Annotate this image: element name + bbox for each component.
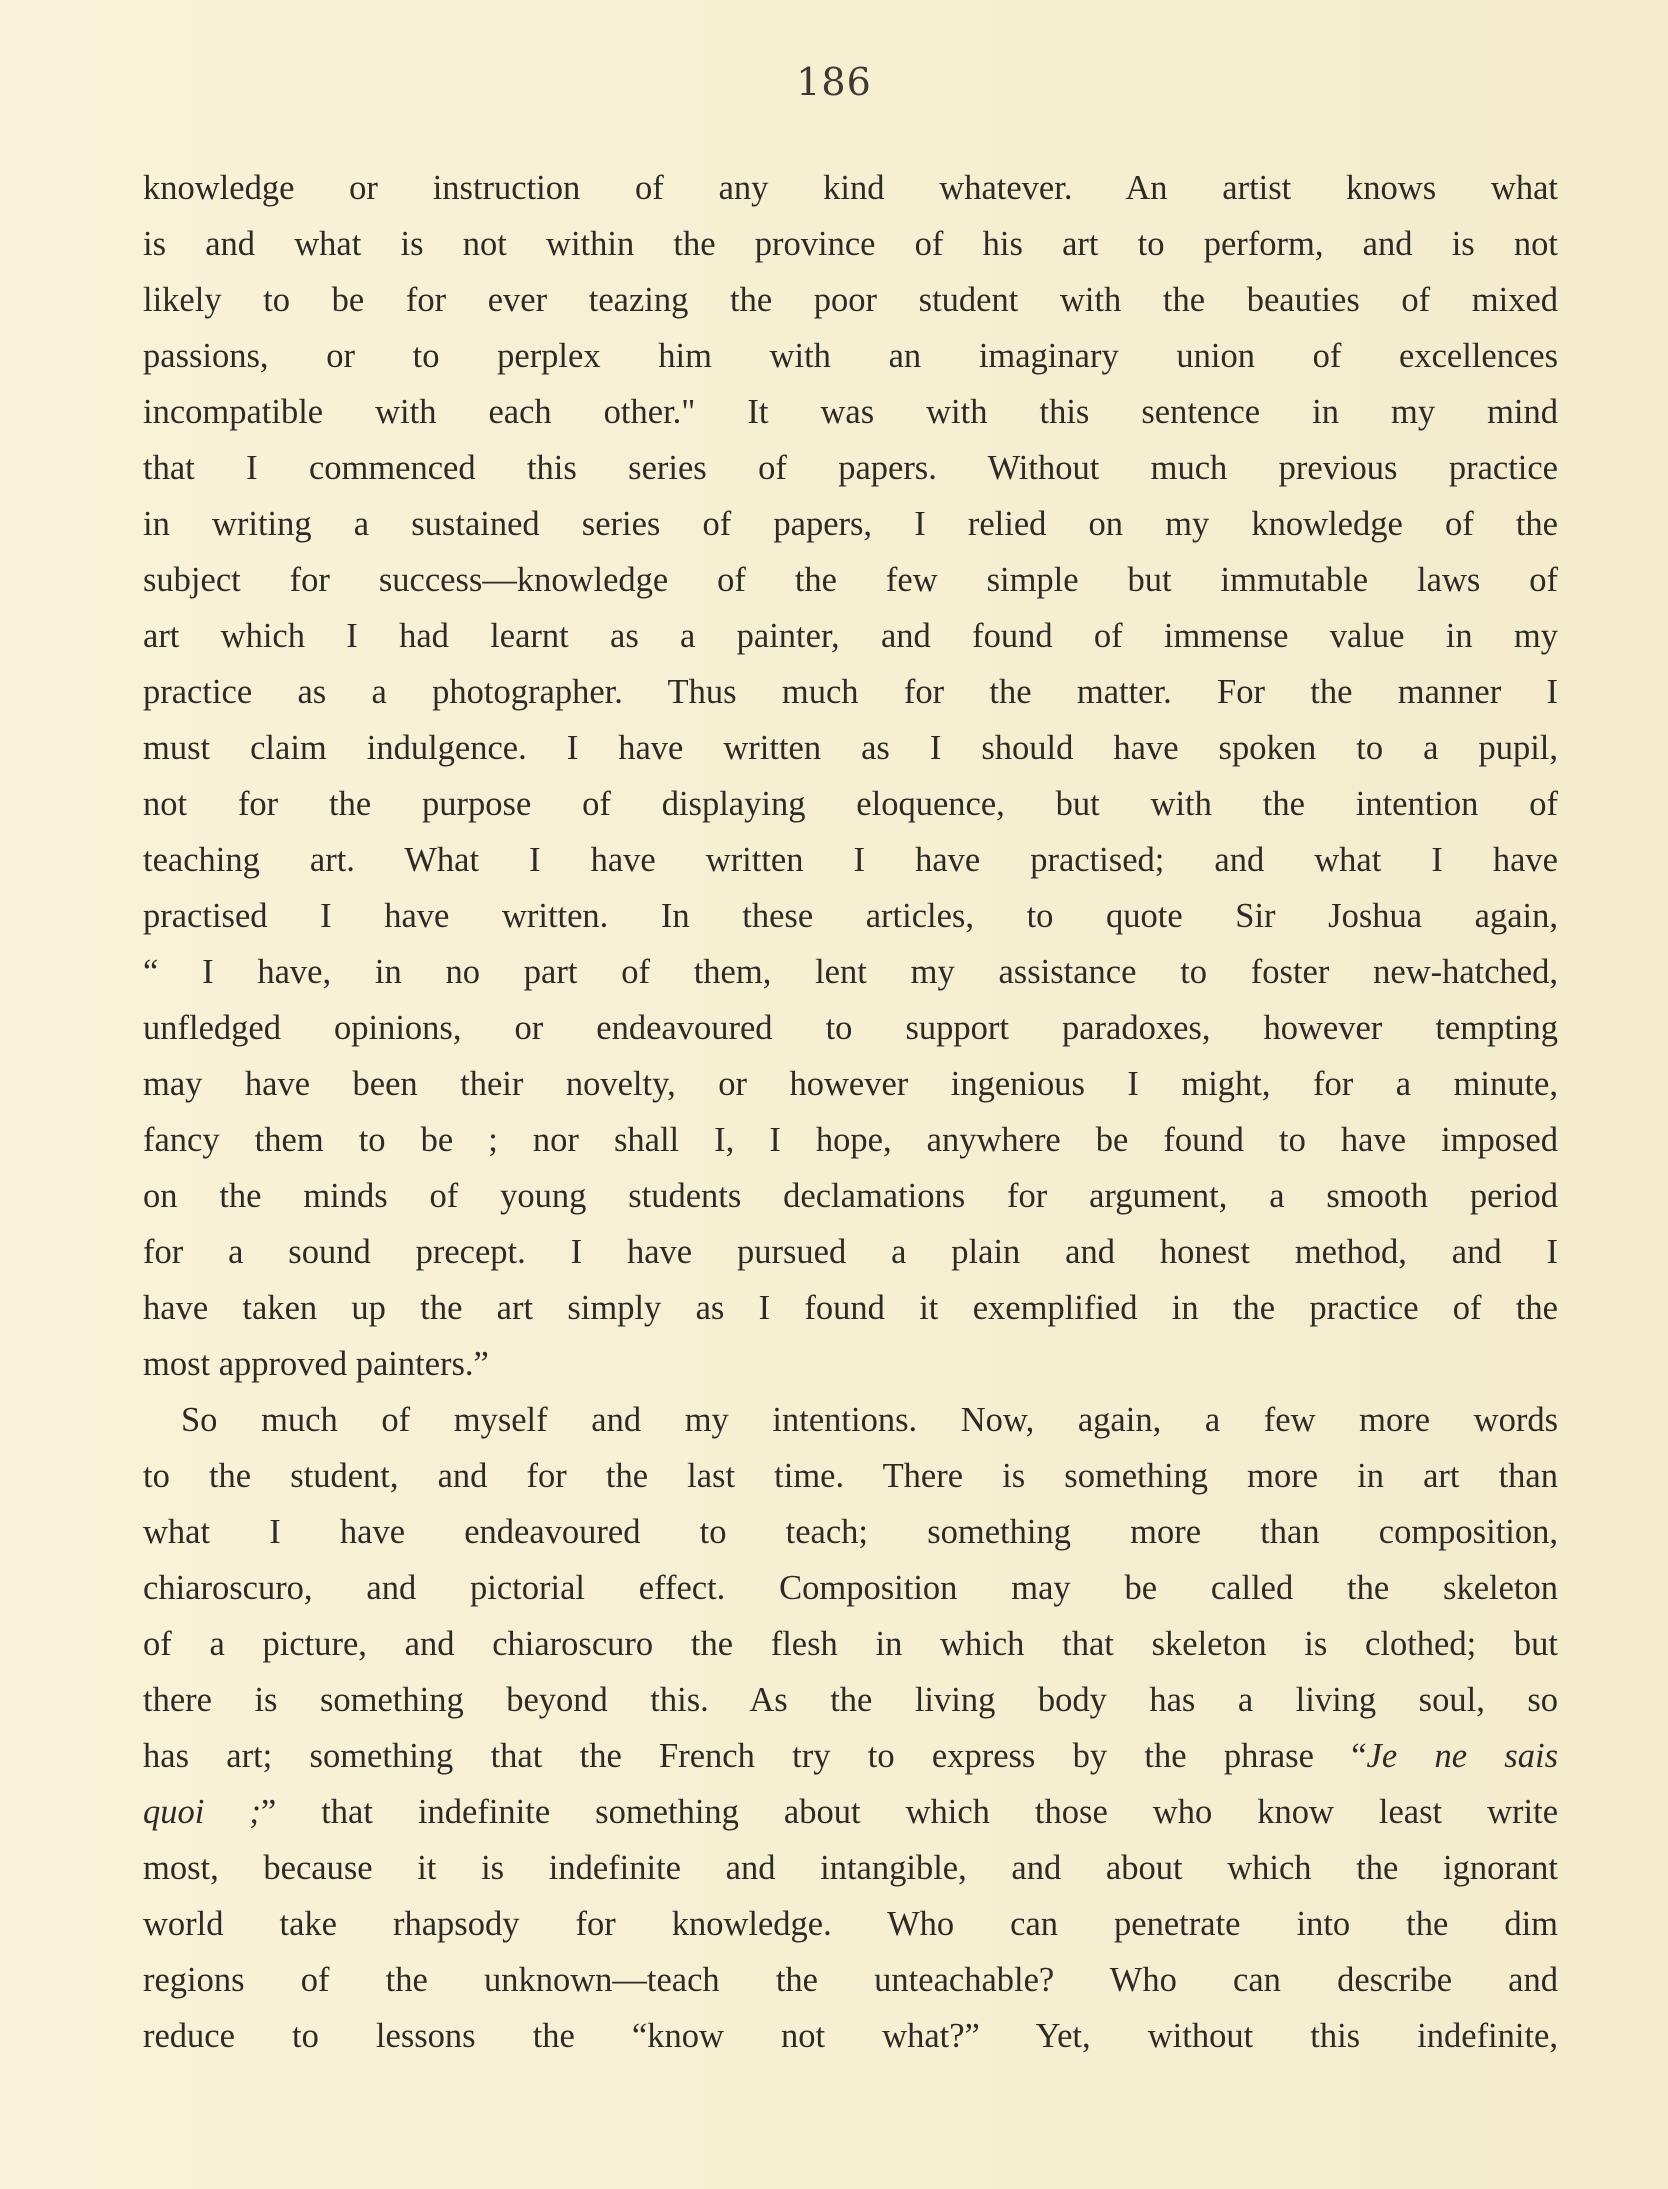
- text-line: practised I have written. In these articles, to quote Sir Joshua again,: [143, 897, 1558, 935]
- text-line: subject for success—knowledge of the few simple but immutable laws of: [143, 561, 1558, 599]
- text-line: may have been their novelty, or however ingenious I might, for a minute,: [143, 1065, 1558, 1103]
- text-line: regions of the unknown—teach the unteachable? Who can describe and: [143, 1961, 1558, 1999]
- text-line-with-italic: [143, 1728, 1558, 1784]
- text-line-with-italic: [143, 1784, 1558, 1840]
- paragraph-2: [143, 1392, 1558, 2064]
- text-line: for a sound precept. I have pursued a plain and honest method, and I: [143, 1233, 1558, 1271]
- text-line: practice as a photographer. Thus much for the matter. For the manner I: [143, 673, 1558, 711]
- italic-phrase: Je ne sais: [1366, 1737, 1558, 1775]
- text-line: is and what is not within the province of his art to perform, and is not: [143, 225, 1558, 263]
- text-line: reduce to lessons the “know not what?” Yet, without this indefinite,: [143, 2017, 1558, 2055]
- text-segment: has art; something that the French try to express by the phrase “: [143, 1737, 1367, 1775]
- text-line: world take rhapsody for knowledge. Who can penetrate into the dim: [143, 1905, 1558, 1943]
- text-line: most, because it is indefinite and intangible, and about which the ignorant: [143, 1849, 1558, 1887]
- text-line: on the minds of young students declamations for argument, a smooth period: [143, 1177, 1558, 1215]
- text-segment: that indefinite something about which those who know least write: [321, 1793, 1558, 1831]
- text-line: unfledged opinions, or endeavoured to support paradoxes, however tempting: [143, 1009, 1558, 1047]
- text-line: have taken up the art simply as I found it exemplified in the practice of the: [143, 1289, 1558, 1327]
- text-line: likely to be for ever teazing the poor student with the beauties of mixed: [143, 281, 1558, 319]
- text-line: not for the purpose of displaying eloquence, but with the intention of: [143, 785, 1558, 823]
- page-number: 186: [796, 60, 872, 104]
- text-line: “ I have, in no part of them, lent my assistance to foster new-hatched,: [143, 953, 1558, 991]
- text-line: must claim indulgence. I have written as I should have spoken to a pupil,: [143, 729, 1558, 767]
- text-segment: ”: [260, 1793, 277, 1831]
- text-line: most approved painters.”: [143, 1345, 489, 1383]
- text-line: art which I had learnt as a painter, and found of immense value in my: [143, 617, 1558, 655]
- text-line: in writing a sustained series of papers, I relied on my knowledge of the: [143, 505, 1558, 543]
- text-line: that I commenced this series of papers. Without much previous practice: [143, 449, 1558, 487]
- text-line: So much of myself and my intentions. Now, again, a few more words: [181, 1401, 1558, 1439]
- text-line: of a picture, and chiaroscuro the flesh in which that skeleton is clothed; but: [143, 1625, 1558, 1663]
- italic-phrase: quoi ;: [143, 1793, 261, 1831]
- text-line: chiaroscuro, and pictorial effect. Composition may be called the skeleton: [143, 1569, 1558, 1607]
- body-text: [143, 160, 1558, 2064]
- text-line: fancy them to be ; nor shall I, I hope, anywhere be found to have imposed: [143, 1121, 1558, 1159]
- text-line: knowledge or instruction of any kind whatever. An artist knows what: [143, 169, 1558, 207]
- text-line: to the student, and for the last time. There is something more in art than: [143, 1457, 1558, 1495]
- text-line: there is something beyond this. As the living body has a living soul, so: [143, 1681, 1558, 1719]
- paragraph-1: [143, 160, 1558, 1392]
- text-line: what I have endeavoured to teach; something more than composition,: [143, 1513, 1558, 1551]
- text-line: incompatible with each other." It was with this sentence in my mind: [143, 393, 1558, 431]
- text-line: teaching art. What I have written I have practised; and what I have: [143, 841, 1558, 879]
- text-line: passions, or to perplex him with an imaginary union of excellences: [143, 337, 1558, 375]
